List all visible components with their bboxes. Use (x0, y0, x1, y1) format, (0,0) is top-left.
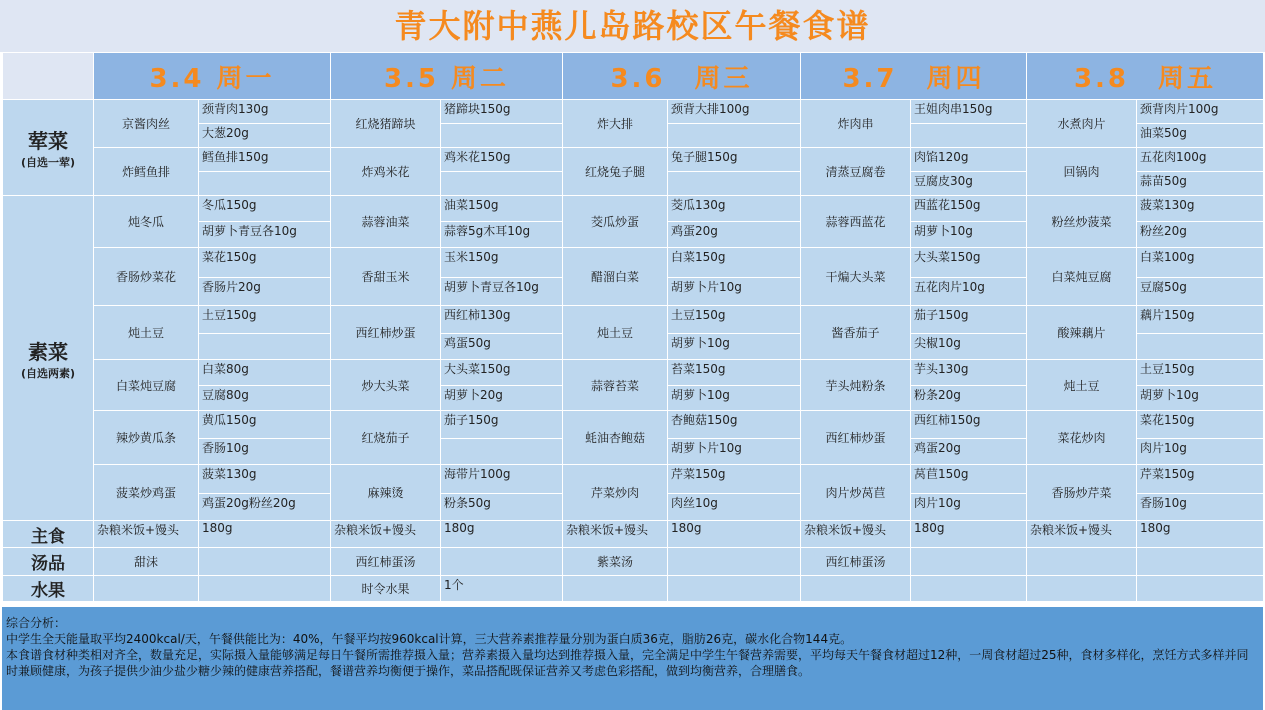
dish-name: 茭瓜炒蛋 (563, 196, 668, 248)
dish-ingredient: 冬瓜150g (199, 196, 331, 222)
dish-ingredient: 香肠10g (1137, 494, 1264, 521)
dish-name: 芹菜炒肉 (563, 465, 668, 521)
dish-name: 酸辣藕片 (1027, 306, 1137, 360)
dish-ingredient: 白菜80g (199, 360, 331, 386)
dish-ingredient: 胡萝卜10g (1137, 386, 1264, 411)
dish-name: 肉片炒莴苣 (801, 465, 911, 521)
dish-name: 蒜蓉西蓝花 (801, 196, 911, 248)
fruit-amount (1137, 576, 1264, 602)
dish-name: 辣炒黄瓜条 (94, 411, 199, 465)
dish-name: 蚝油杏鲍菇 (563, 411, 668, 465)
dish-ingredient: 肉片10g (911, 494, 1027, 521)
dish-ingredient: 茄子150g (911, 306, 1027, 334)
dish-ingredient: 菠菜130g (1137, 196, 1264, 222)
dish-ingredient: 豆腐80g (199, 386, 331, 411)
soup-amount (199, 548, 331, 576)
dish-ingredient: 藕片150g (1137, 306, 1264, 334)
dish-ingredient: 胡萝卜10g (668, 334, 801, 360)
dish-ingredient: 颈背肉片100g (1137, 100, 1264, 124)
fruit-name (801, 576, 911, 602)
dish-ingredient: 粉丝20g (1137, 222, 1264, 248)
dish-name: 粉丝炒菠菜 (1027, 196, 1137, 248)
summary-panel (2, 607, 1263, 710)
soup-name: 西红柿蛋汤 (801, 548, 911, 576)
dish-ingredient: 蒜蓉5g木耳10g (441, 222, 563, 248)
dish-ingredient: 莴苣150g (911, 465, 1027, 494)
summary-line-2: 本食谱食材种类相对齐全，数量充足，实际摄入量能够满足每日午餐所需推荐摄入量；营养素摄入量均达到推荐摄入量，完全满足中学生午餐营养需要，平均每天午餐食材超过12种，一周食材超过25种，食材多样化，烹饪方式多样并同时兼顾健康，为孩子提供少油少盐少糖少辣的健康营养搭配，餐谱营养均衡便于操作，菜品搭配既保证营养又考虑色彩搭配，做到均衡营养，合理膳食。 (6, 648, 1249, 678)
soup-amount (441, 548, 563, 576)
dish-ingredient: 肉片10g (1137, 439, 1264, 465)
dish-ingredient: 土豆150g (668, 306, 801, 334)
soup-amount (911, 548, 1027, 576)
dish-ingredient: 胡萝卜片10g (668, 439, 801, 465)
day-header: 3.4 周一 (94, 53, 331, 100)
category-note: (自选一荤) (20, 156, 76, 169)
dish-ingredient: 白菜100g (1137, 248, 1264, 278)
dish-name: 西红柿炒蛋 (801, 411, 911, 465)
dish-name: 蒜蓉油菜 (331, 196, 441, 248)
fruit-name (94, 576, 199, 602)
dish-ingredient: 大头菜150g (441, 360, 563, 386)
category-veg (3, 196, 94, 521)
soup-name: 甜沫 (94, 548, 199, 576)
dish-ingredient: 西红柿130g (441, 306, 563, 334)
dish-name: 香肠炒芹菜 (1027, 465, 1137, 521)
staple-amount: 180g (441, 521, 563, 548)
soup-name: 紫菜汤 (563, 548, 668, 576)
dish-ingredient: 黄瓜150g (199, 411, 331, 439)
fruit-amount (199, 576, 331, 602)
category-staple: 主食 (3, 521, 94, 548)
dish-name: 菜花炒肉 (1027, 411, 1137, 465)
summary-line-1: 中学生全天能量取平均2400kcal/天，午餐供能比为：40%，午餐平均按960kcal计算，三大营养素推荐量分别为蛋白质36克，脂肪26克，碳水化合物144克。 (6, 632, 853, 646)
dish-ingredient: 胡萝卜片10g (668, 278, 801, 306)
dish-ingredient: 茭瓜130g (668, 196, 801, 222)
dish-ingredient: 菜花150g (199, 248, 331, 278)
dish-ingredient: 香肠10g (199, 439, 331, 465)
dish-ingredient: 鸡蛋50g (441, 334, 563, 360)
staple-amount: 180g (911, 521, 1027, 548)
dish-name: 炖冬瓜 (94, 196, 199, 248)
dish-ingredient: 尖椒10g (911, 334, 1027, 360)
dish-ingredient: 五花肉100g (1137, 148, 1264, 172)
menu-table (2, 52, 1264, 602)
fruit-amount (911, 576, 1027, 602)
dish-ingredient: 肉丝10g (668, 494, 801, 521)
dish-ingredient: 杏鲍菇150g (668, 411, 801, 439)
dish-ingredient: 油菜150g (441, 196, 563, 222)
dish-name: 白菜炖豆腐 (1027, 248, 1137, 306)
dish-ingredient: 颈背肉130g (199, 100, 331, 124)
category-soup: 汤品 (3, 548, 94, 576)
dish-name: 芋头炖粉条 (801, 360, 911, 411)
dish-ingredient (199, 334, 331, 360)
dish-ingredient: 芹菜150g (1137, 465, 1264, 494)
day-header: 3.8 周五 (1027, 53, 1264, 100)
staple-amount: 180g (668, 521, 801, 548)
staple-name: 杂粮米饭+馒头 (801, 521, 911, 548)
fruit-amount: 1个 (441, 576, 563, 602)
dish-ingredient: 土豆150g (1137, 360, 1264, 386)
dish-ingredient: 海带片100g (441, 465, 563, 494)
dish-name: 炖土豆 (563, 306, 668, 360)
dish-ingredient: 油菜50g (1137, 124, 1264, 148)
soup-amount (668, 548, 801, 576)
dish-ingredient: 玉米150g (441, 248, 563, 278)
dish-name: 炸鸡米花 (331, 148, 441, 196)
dish-ingredient: 鸡蛋20g粉丝20g (199, 494, 331, 521)
dish-name: 香甜玉米 (331, 248, 441, 306)
staple-name: 杂粮米饭+馒头 (563, 521, 668, 548)
dish-ingredient: 芹菜150g (668, 465, 801, 494)
dish-ingredient: 五花肉片10g (911, 278, 1027, 306)
dish-ingredient: 颈背大排100g (668, 100, 801, 124)
soup-name (1027, 548, 1137, 576)
dish-ingredient: 菜花150g (1137, 411, 1264, 439)
category-note: (自选两素) (20, 366, 76, 380)
dish-ingredient: 鸡蛋20g (911, 439, 1027, 465)
dish-name: 炸肉串 (801, 100, 911, 148)
category-label: 素菜 (28, 339, 68, 364)
dish-ingredient: 菠菜130g (199, 465, 331, 494)
dish-ingredient (441, 172, 563, 196)
dish-name: 干煸大头菜 (801, 248, 911, 306)
dish-name: 水煮肉片 (1027, 100, 1137, 148)
dish-name: 醋溜白菜 (563, 248, 668, 306)
day-header: 3.5 周二 (331, 53, 563, 100)
dish-ingredient: 王姐肉串150g (911, 100, 1027, 124)
dish-ingredient: 西蓝花150g (911, 196, 1027, 222)
dish-ingredient: 肉馅120g (911, 148, 1027, 172)
staple-name: 杂粮米饭+馒头 (1027, 521, 1137, 548)
dish-ingredient: 胡萝卜青豆各10g (441, 278, 563, 306)
dish-name: 清蒸豆腐卷 (801, 148, 911, 196)
dish-ingredient: 芋头130g (911, 360, 1027, 386)
dish-name: 麻辣烫 (331, 465, 441, 521)
summary-heading: 综合分析： (6, 616, 67, 630)
dish-ingredient: 胡萝卜20g (441, 386, 563, 411)
staple-amount: 180g (199, 521, 331, 548)
fruit-amount (668, 576, 801, 602)
dish-name: 红烧猪蹄块 (331, 100, 441, 148)
dish-name: 香肠炒菜花 (94, 248, 199, 306)
header-corner (3, 53, 94, 100)
category-meat (3, 100, 94, 196)
dish-ingredient (668, 124, 801, 148)
staple-amount: 180g (1137, 521, 1264, 548)
dish-name: 炸大排 (563, 100, 668, 148)
dish-name: 炸鳕鱼排 (94, 148, 199, 196)
dish-ingredient: 胡萝卜10g (668, 386, 801, 411)
dish-ingredient: 白菜150g (668, 248, 801, 278)
dish-ingredient: 土豆150g (199, 306, 331, 334)
dish-name: 回锅肉 (1027, 148, 1137, 196)
dish-ingredient (441, 439, 563, 465)
dish-name: 酱香茄子 (801, 306, 911, 360)
dish-name: 西红柿炒蛋 (331, 306, 441, 360)
soup-name: 西红柿蛋汤 (331, 548, 441, 576)
dish-ingredient (911, 124, 1027, 148)
dish-ingredient: 大葱20g (199, 124, 331, 148)
dish-name: 白菜炖豆腐 (94, 360, 199, 411)
dish-name: 红烧茄子 (331, 411, 441, 465)
staple-name: 杂粮米饭+馒头 (331, 521, 441, 548)
dish-ingredient: 鳕鱼排150g (199, 148, 331, 172)
dish-ingredient: 胡萝卜青豆各10g (199, 222, 331, 248)
dish-ingredient: 豆腐50g (1137, 278, 1264, 306)
dish-ingredient: 粉条20g (911, 386, 1027, 411)
dish-ingredient: 豆腐皮30g (911, 172, 1027, 196)
dish-name: 京酱肉丝 (94, 100, 199, 148)
dish-ingredient: 兔子腿150g (668, 148, 801, 172)
dish-ingredient (199, 172, 331, 196)
staple-name: 杂粮米饭+馒头 (94, 521, 199, 548)
soup-amount (1137, 548, 1264, 576)
dish-ingredient: 茄子150g (441, 411, 563, 439)
dish-name: 炒大头菜 (331, 360, 441, 411)
dish-ingredient: 蒜苗50g (1137, 172, 1264, 196)
dish-name: 蒜蓉苔菜 (563, 360, 668, 411)
day-header: 3.6 周三 (563, 53, 801, 100)
day-header: 3.7 周四 (801, 53, 1027, 100)
dish-name: 红烧兔子腿 (563, 148, 668, 196)
dish-ingredient (1137, 334, 1264, 360)
fruit-name: 时令水果 (331, 576, 441, 602)
dish-ingredient (441, 124, 563, 148)
dish-name: 炖土豆 (94, 306, 199, 360)
dish-ingredient: 猪蹄块150g (441, 100, 563, 124)
dish-ingredient: 粉条50g (441, 494, 563, 521)
dish-ingredient: 鸡蛋20g (668, 222, 801, 248)
page-title: 青大附中燕儿岛路校区午餐食谱 (0, 0, 1265, 52)
category-fruit: 水果 (3, 576, 94, 602)
dish-ingredient: 鸡米花150g (441, 148, 563, 172)
dish-name: 炖土豆 (1027, 360, 1137, 411)
dish-name: 菠菜炒鸡蛋 (94, 465, 199, 521)
dish-ingredient: 香肠片20g (199, 278, 331, 306)
fruit-name (1027, 576, 1137, 602)
dish-ingredient: 苔菜150g (668, 360, 801, 386)
fruit-name (563, 576, 668, 602)
dish-ingredient: 大头菜150g (911, 248, 1027, 278)
dish-ingredient (668, 172, 801, 196)
category-label: 荤菜 (28, 129, 68, 153)
dish-ingredient: 西红柿150g (911, 411, 1027, 439)
dish-ingredient: 胡萝卜10g (911, 222, 1027, 248)
